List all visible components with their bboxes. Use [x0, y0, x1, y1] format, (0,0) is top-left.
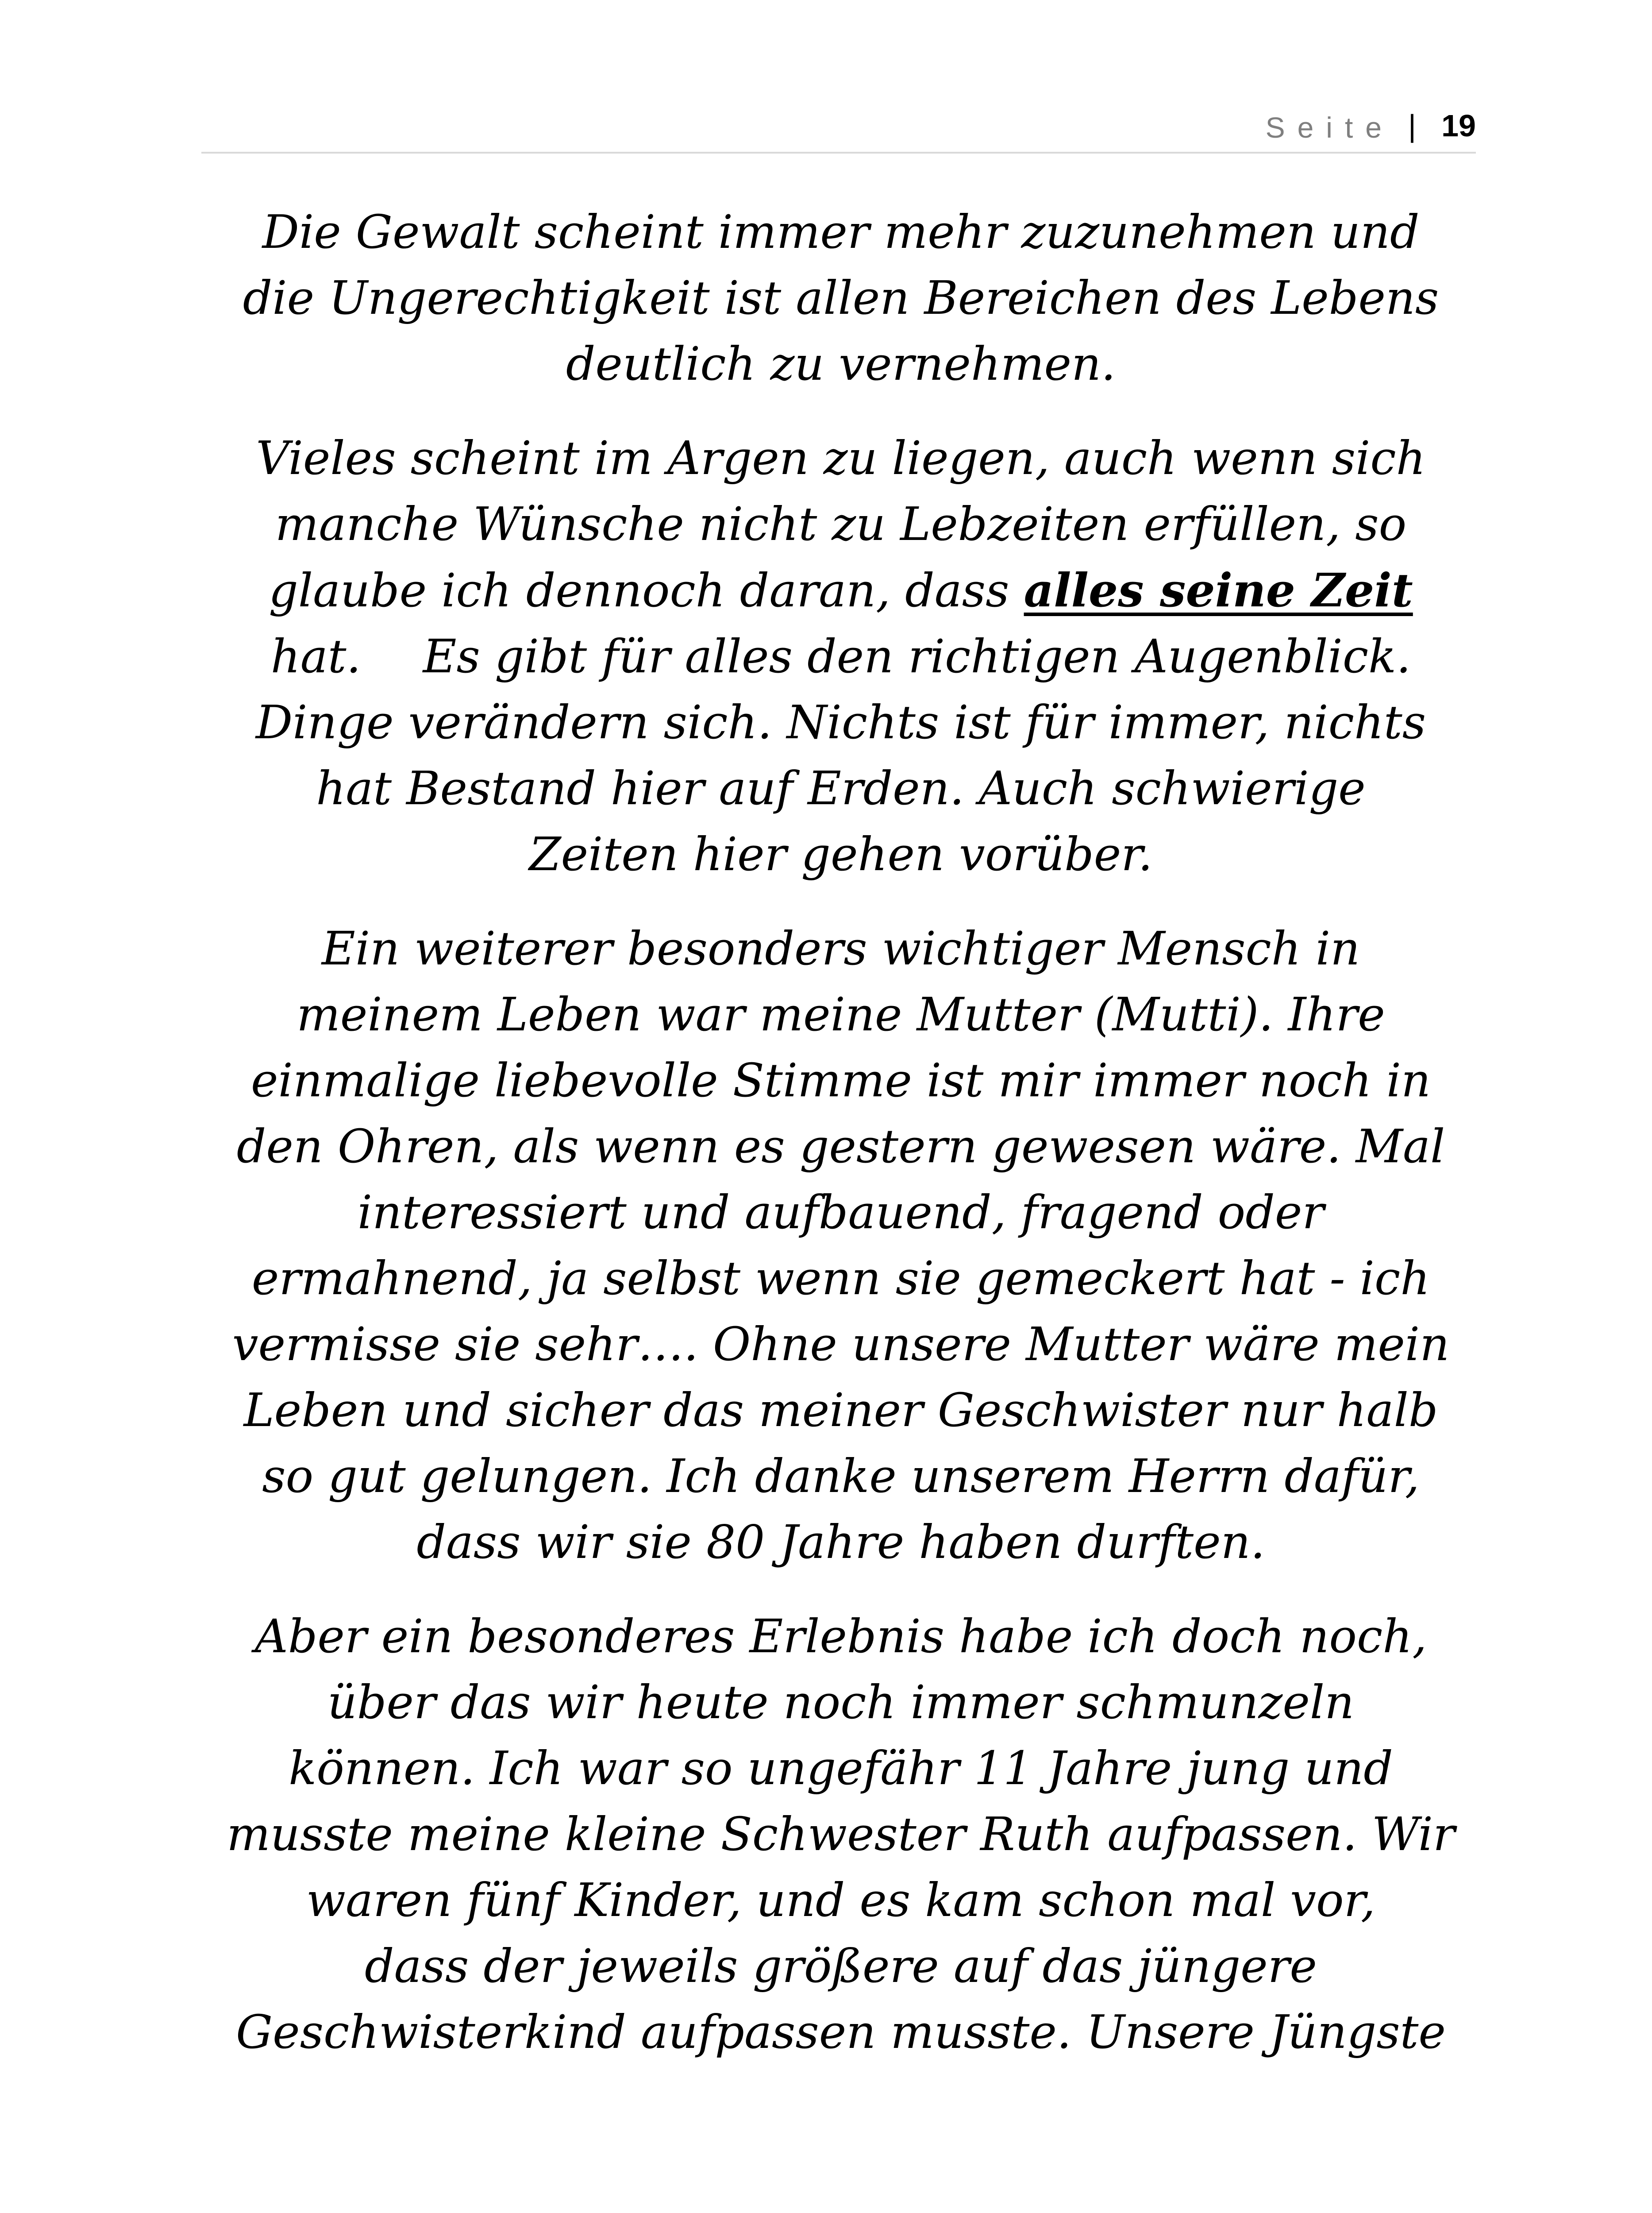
text-line: interessiert und aufbauend, fragend oder — [357, 1185, 1325, 1239]
paragraph-3 — [208, 916, 1474, 1575]
text-line: dass der jeweils größere auf das jüngere — [365, 1939, 1317, 1993]
text-line: dass wir sie 80 Jahre haben durften. — [416, 1515, 1265, 1569]
text-line: über das wir heute noch immer schmunzeln — [327, 1675, 1355, 1729]
page-header — [201, 103, 1476, 151]
text-fragment: hat. — [270, 629, 361, 683]
text-line-split — [208, 624, 1474, 690]
page-label: Seite — [1265, 111, 1394, 144]
text-line-with-emphasis — [208, 557, 1474, 624]
text-line: so gut gelungen. Ich danke unserem Herrn dafür, — [262, 1449, 1420, 1503]
text-line: waren fünf Kinder, und es kam schon mal vor, — [306, 1873, 1375, 1927]
text-line: Die Gewalt scheint immer mehr zuzunehmen und — [262, 205, 1420, 259]
text-line: ermahnend, ja selbst wenn sie gemeckert hat - ich — [251, 1251, 1430, 1305]
page-number: 19 — [1441, 108, 1476, 143]
text-fragment: Es gibt für alles den richtigen Augenblick. — [423, 629, 1411, 683]
text-line: den Ohren, als wenn es gestern gewesen wäre. Mal — [236, 1119, 1445, 1173]
text-line: Geschwisterkind aufpassen musste. Unsere Jüngste — [236, 2005, 1446, 2059]
paragraph-4 — [208, 1604, 1474, 2065]
text-line: Vieles scheint im Argen zu liegen, auch wenn sich — [256, 431, 1426, 485]
text-line: deutlich zu vernehmen. — [566, 337, 1116, 391]
text-line: musste meine kleine Schwester Ruth aufpassen. Wir — [227, 1807, 1455, 1861]
text-line: hat Bestand hier auf Erden. Auch schwierige — [316, 761, 1366, 815]
paragraph-1 — [208, 199, 1474, 397]
emphasized-phrase: alles seine Zeit — [1024, 563, 1413, 617]
text-line: Ein weiterer besonders wichtiger Mensch in — [321, 921, 1360, 975]
text-line: Leben und sicher das meiner Geschwister nur halb — [243, 1383, 1438, 1437]
text-line: einmalige liebevolle Stimme ist mir immer noch in — [250, 1053, 1431, 1107]
text-line: die Ungerechtigkeit ist allen Bereichen des Lebens — [243, 271, 1439, 325]
header-separator: | — [1408, 108, 1416, 143]
text-line: vermisse sie sehr…. Ohne unsere Mutter wäre mein — [232, 1317, 1450, 1371]
text-line: Dinge verändern sich. Nichts ist für immer, nichts — [255, 695, 1426, 749]
header-rule — [201, 152, 1476, 154]
paragraph-2 — [208, 425, 1474, 887]
text-line: können. Ich war so ungefähr 11 Jahre jung und — [289, 1741, 1393, 1795]
text-line: meinem Leben war meine Mutter (Mutti). Ihre — [297, 987, 1385, 1041]
text-line: Zeiten hier gehen vorüber. — [529, 827, 1153, 881]
emphasis-lead-text: glaube ich dennoch daran, dass — [269, 563, 1024, 617]
page-body — [208, 199, 1474, 2093]
text-line: manche Wünsche nicht zu Lebzeiten erfüllen, so — [275, 497, 1407, 551]
text-line: Aber ein besonderes Erlebnis habe ich doch noch, — [254, 1609, 1427, 1663]
